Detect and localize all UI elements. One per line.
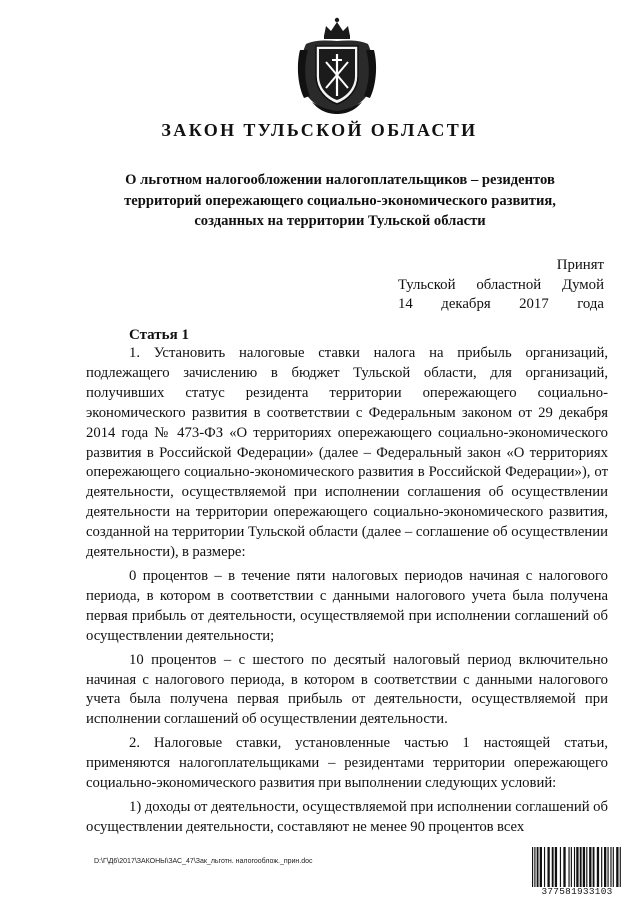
article-heading: Статья 1 — [129, 327, 189, 343]
barcode-bar — [610, 847, 611, 887]
coat-of-arms-icon — [296, 16, 378, 114]
barcode-bar — [613, 847, 614, 887]
file-path-footer: D:\Г\Д6\2017\ЗАКОНЫ\ЗАС_47\Зак_льготн. налогооблож._прин.doc — [94, 858, 313, 865]
barcode-bar — [580, 847, 582, 887]
barcode-bar — [547, 847, 549, 887]
law-title: ЗАКОН ТУЛЬСКОЙ ОБЛАСТИ — [161, 120, 478, 140]
barcode-bar — [583, 847, 585, 887]
barcode-bar — [601, 847, 602, 887]
adopted-label: Принят — [556, 257, 604, 273]
paragraph: 1. Установить налоговые ставки налога на прибыль организаций, подлежащего зачислению в бюджет Тульской области, для организаций, получивших статус резидента территории опережающего социально-экономического развития в соответствии с Федеральным законом от 29 декабря 2014 года № 473-ФЗ «О территориях опережающего социально-экономического развития в Российской Федерации» (далее – Федеральный закон «О территориях опережающего социально-экономического развития в Российской Федерации»), от деятельности, осуществляемой при исполнении соглашения об осуществлении деятельности на территории опережающего социально-экономического развития, созданной на территории Тульской области (далее – соглашение об осуществлении деятельности), в размере: — [86, 345, 608, 561]
article-body — [86, 344, 608, 842]
paragraph: 0 процентов – в течение пяти налоговых периодов начиная с налогового периода, в котором в соответствии с данными налогового учета была получена первая прибыль от деятельности, осуществляемой при исполнении соглашений об осуществлении деятельности; — [86, 567, 608, 644]
adopted-by: Тульской областной Думой — [398, 276, 604, 293]
paragraph: 10 процентов – с шестого по десятый налоговый период включительно начиная с налогового периода, в котором в соответствии с данными налогового учета была получена первая прибыль от деятельности, осуществляемой при исполнении соглашений об осуществлении деятельности. — [86, 651, 608, 728]
barcode-bar — [589, 847, 591, 887]
barcode-bar — [544, 847, 545, 887]
barcode-bar — [540, 847, 542, 887]
barcode-icon — [531, 847, 623, 887]
barcode-bar — [607, 847, 608, 887]
barcode-bar — [560, 847, 561, 887]
barcode-bar — [537, 847, 539, 887]
barcode-bar — [552, 847, 554, 887]
barcode-bar — [616, 847, 618, 887]
barcode-bar — [568, 847, 569, 887]
barcode-bar — [586, 847, 587, 887]
barcode-bar — [574, 847, 575, 887]
paragraph: 1) доходы от деятельности, осуществляемой при исполнении соглашений об осуществлении деятельности, составляют не менее 90 процентов всех — [86, 798, 608, 835]
adoption-block — [398, 256, 604, 315]
adopted-date: 14 декабря 2017 года — [398, 296, 604, 312]
barcode-bar — [555, 847, 557, 887]
paragraph: 2. Налоговые ставки, установленные частью 1 настоящей статьи, применяются налогоплательщиками – резидентами территории опережающего социально-экономического развития при выполнении следующих условий: — [86, 735, 608, 792]
barcode-bar — [593, 847, 595, 887]
barcode-bar — [532, 847, 533, 887]
barcode-bar — [576, 847, 578, 887]
barcode-bar — [563, 847, 565, 887]
barcode-bar — [620, 847, 621, 887]
law-subtitle: О льготном налогообложении налогоплательщиков – резидентов территорий опережающего социально-экономического развития, созданных на территории Тульской области — [124, 172, 556, 229]
barcode-bar — [597, 847, 599, 887]
barcode-bar — [571, 847, 572, 887]
barcode-bar — [534, 847, 535, 887]
barcode-bar — [604, 847, 606, 887]
barcode-number: 377581933103 — [541, 886, 613, 897]
